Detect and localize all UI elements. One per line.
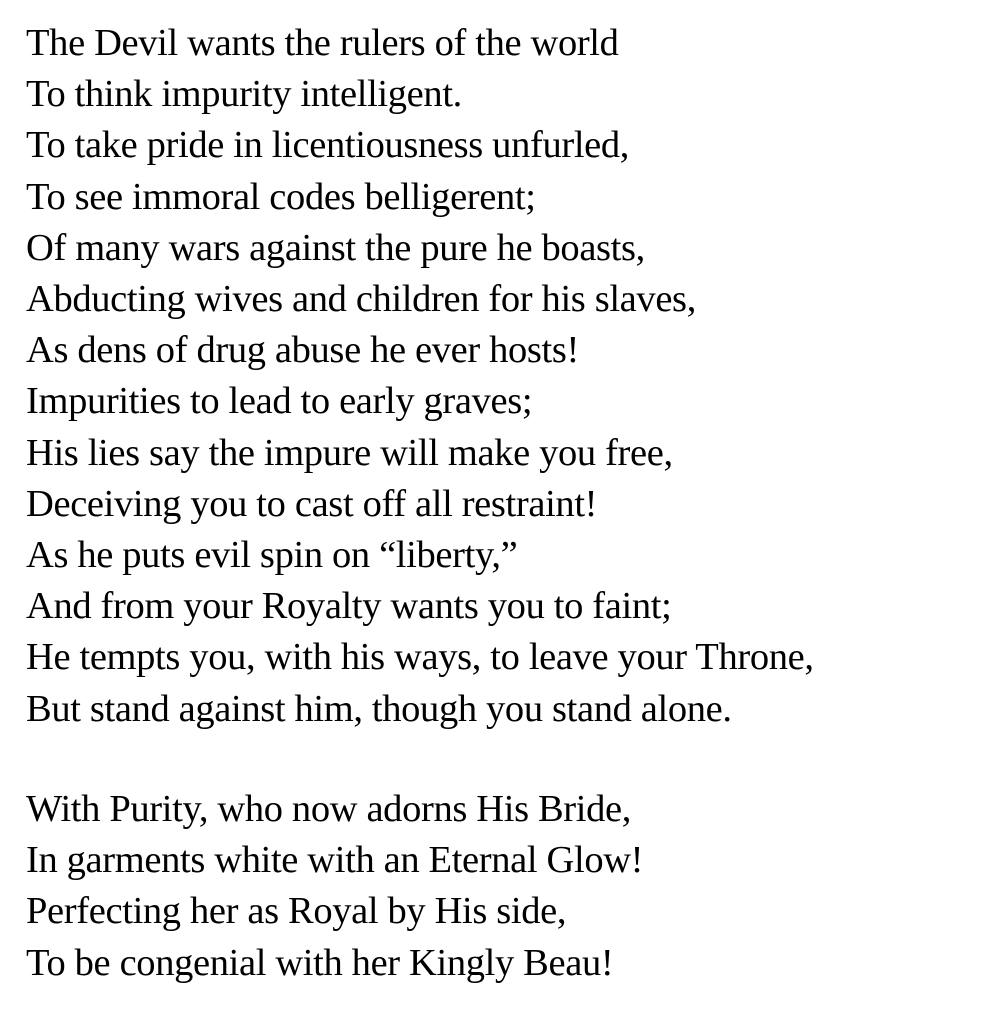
poem-line: In garments white with an Eternal Glow! [26, 839, 644, 882]
poem-line: His lies say the impure will make you free, [26, 431, 673, 474]
poem-line: Abducting wives and children for his slaves, [26, 278, 696, 321]
poem-line: And from your Royalty wants you to faint; [26, 585, 672, 628]
poem-line: Perfecting her as Royal by His side, [26, 890, 567, 933]
poem-line: Of many wars against the pure he boasts, [26, 226, 645, 269]
poem-line: To think impurity intelligent. [26, 73, 462, 116]
poem-line: He tempts you, with his ways, to leave your Throne, [26, 636, 814, 679]
poem-line: To see immoral codes belligerent; [26, 175, 536, 218]
poem-line: To be congenial with her Kingly Beau! [26, 941, 614, 984]
poem-line: To take pride in licentiousness unfurled, [26, 124, 630, 167]
stanza-2 [26, 784, 643, 989]
poem-line: With Purity, who now adorns His Bride, [26, 788, 632, 830]
poem-line: Impurities to lead to early graves; [26, 380, 533, 423]
poem-line: The Devil wants the rulers of the world [26, 22, 619, 64]
poem-line: Deceiving you to cast off all restraint! [26, 482, 598, 525]
poem-line: But stand against him, though you stand alone. [26, 687, 732, 730]
poem-line: As dens of drug abuse he ever hosts! [26, 329, 580, 372]
stanza-1 [26, 18, 814, 735]
poem-line: As he puts evil spin on “liberty,” [26, 534, 518, 577]
